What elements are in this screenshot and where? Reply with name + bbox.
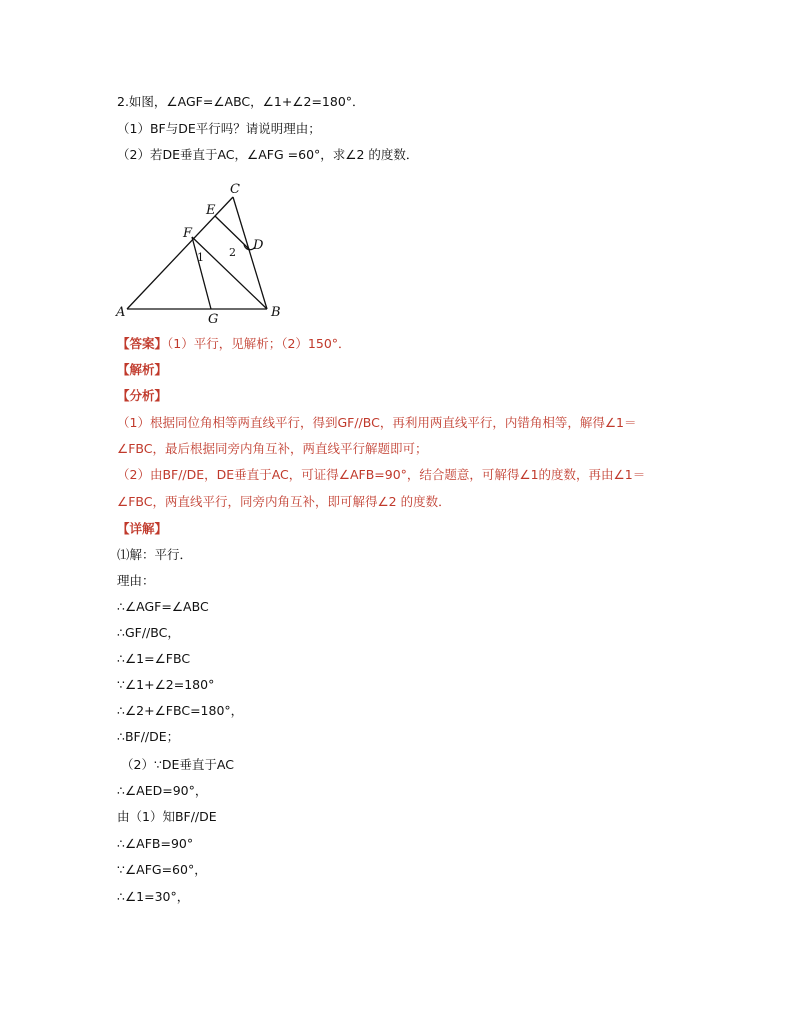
segment-ac (127, 197, 233, 309)
detail-line: 理由： (117, 573, 155, 588)
detail-line: ∴∠2+∠FBC=180°， (117, 703, 244, 718)
segment-fg (192, 237, 211, 309)
question-1: （1）BF与DE平行吗？请说明理由； (117, 121, 321, 136)
analysis-head: 【解析】 (117, 362, 168, 377)
label-e: E (206, 203, 216, 218)
label-b: B (271, 305, 281, 320)
label-d: D (253, 238, 264, 253)
fenxi-line: （1）根据同位角相等两直线平行，得到GF//BC，再利用两直线平行，内错角相等，解得∠1＝ (117, 415, 637, 430)
label-g: G (208, 312, 219, 327)
detail-line: ⑴解：平行． (117, 547, 193, 562)
detail-line: ∴∠AGF=∠ABC (117, 599, 209, 614)
fenxi-line: （2）由BF//DE，DE垂直于AC，可证得∠AFB=90°，结合题意，可解得∠1的度数，再由∠1＝ (117, 467, 646, 482)
detail-head: 【详解】 (117, 521, 168, 536)
detail-line: ∵∠AFG=60°， (117, 862, 207, 877)
fenxi-line: ∠FBC，两直线平行，同旁内角互补，即可解得∠2 的度数． (117, 494, 451, 509)
label-a: A (116, 305, 126, 320)
label-f: F (183, 226, 193, 241)
label-c: C (230, 182, 240, 197)
detail-line: ∴∠1=∠FBC (117, 651, 191, 666)
detail-line: （2）∵DE垂直于AC (121, 757, 234, 772)
question-2: （2）若DE垂直于AC，∠AFG =60°，求∠2 的度数． (117, 147, 419, 162)
answer-line (117, 335, 351, 353)
answer-text: （1）平行，见解析；（2）150°． (167, 336, 351, 351)
problem-stem: 2.如图，∠AGF=∠ABC，∠1+∠2=180°． (117, 94, 365, 109)
fenxi-line: ∠FBC，最后根据同旁内角互补，两直线平行解题即可； (117, 441, 428, 456)
geometry-figure (112, 178, 292, 328)
label-1: 1 (197, 251, 204, 264)
detail-line: ∴∠AED=90°， (117, 783, 208, 798)
detail-line: ∴∠1=30°， (117, 889, 190, 904)
label-2: 2 (229, 246, 236, 259)
detail-line: ∴∠AFB=90° (117, 836, 194, 851)
fenxi-head: 【分析】 (117, 388, 168, 403)
detail-line: 由（1）知BF//DE (117, 809, 217, 824)
detail-line: ∴BF//DE； (117, 729, 180, 744)
detail-line: ∵∠1+∠2=180° (117, 677, 215, 692)
detail-line: ∴GF//BC， (117, 625, 180, 640)
answer-head: 【答案】 (117, 336, 168, 351)
